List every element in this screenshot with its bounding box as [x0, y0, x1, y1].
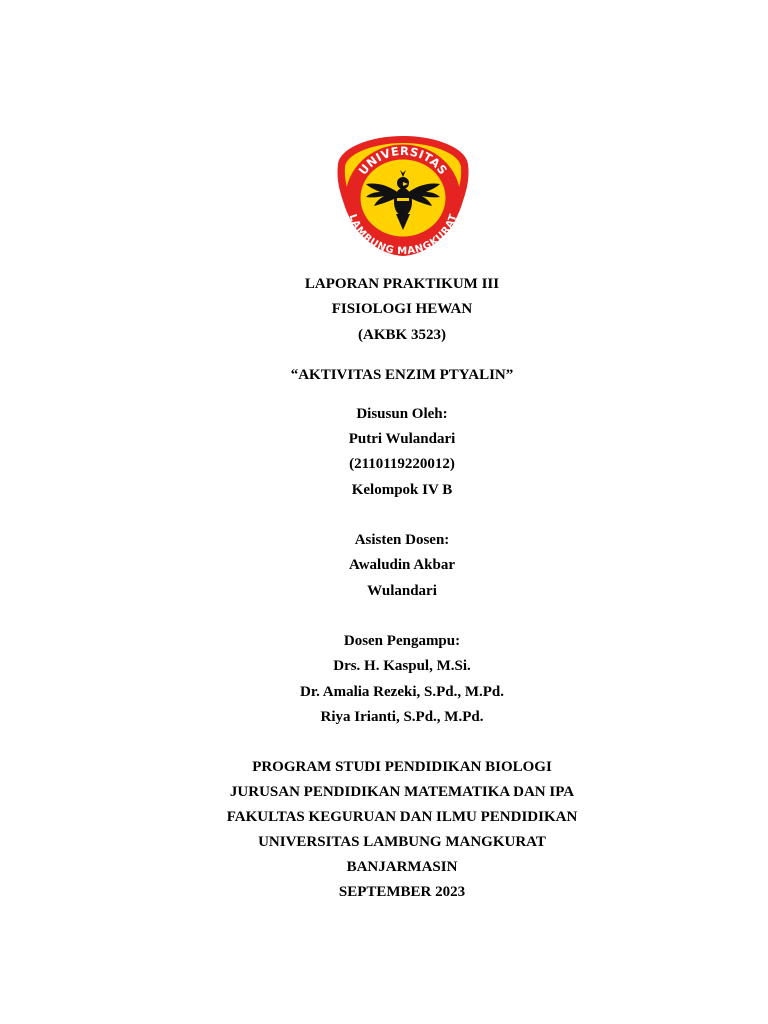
- report-title-line1: LAPORAN PRAKTIKUM III: [304, 276, 500, 292]
- faculty: FAKULTAS KEGURUAN DAN ILMU PENDIDIKAN: [226, 809, 578, 825]
- assistant-name: Wulandari: [367, 583, 437, 599]
- lecturers-label: Dosen Pengampu:: [343, 633, 461, 649]
- university-logo: [336, 134, 470, 258]
- student-id: (2110119220012): [349, 456, 455, 472]
- assistants-label: Asisten Dosen:: [354, 532, 450, 548]
- report-date: SEPTEMBER 2023: [338, 884, 466, 900]
- course-code: (AKBK 3523): [358, 327, 446, 343]
- assistant-name: Awaludin Akbar: [348, 557, 455, 573]
- logo-text-bottom: LAMBUNG MANGKURAT: [346, 213, 460, 258]
- author-name: Putri Wulandari: [348, 431, 456, 447]
- study-program: PROGRAM STUDI PENDIDIKAN BIOLOGI: [252, 759, 552, 775]
- logo-text-top: UNIVERSITAS: [355, 143, 451, 178]
- bird-chest-band: [397, 198, 409, 201]
- report-topic: “AKTIVITAS ENZIM PTYALIN”: [290, 367, 514, 383]
- department: JURUSAN PENDIDIKAN MATEMATIKA DAN IPA: [229, 784, 575, 800]
- city: BANJARMASIN: [346, 859, 458, 875]
- report-title-line2: FISIOLOGI HEWAN: [331, 301, 473, 317]
- author-label: Disusun Oleh:: [356, 406, 448, 422]
- group-name: Kelompok IV B: [351, 482, 453, 498]
- lecturer-name: Drs. H. Kaspul, M.Si.: [333, 658, 471, 674]
- lecturer-name: Riya Irianti, S.Pd., M.Pd.: [320, 709, 484, 725]
- university-name: UNIVERSITAS LAMBUNG MANGKURAT: [258, 834, 546, 850]
- lecturer-name: Dr. Amalia Rezeki, S.Pd., M.Pd.: [299, 684, 505, 700]
